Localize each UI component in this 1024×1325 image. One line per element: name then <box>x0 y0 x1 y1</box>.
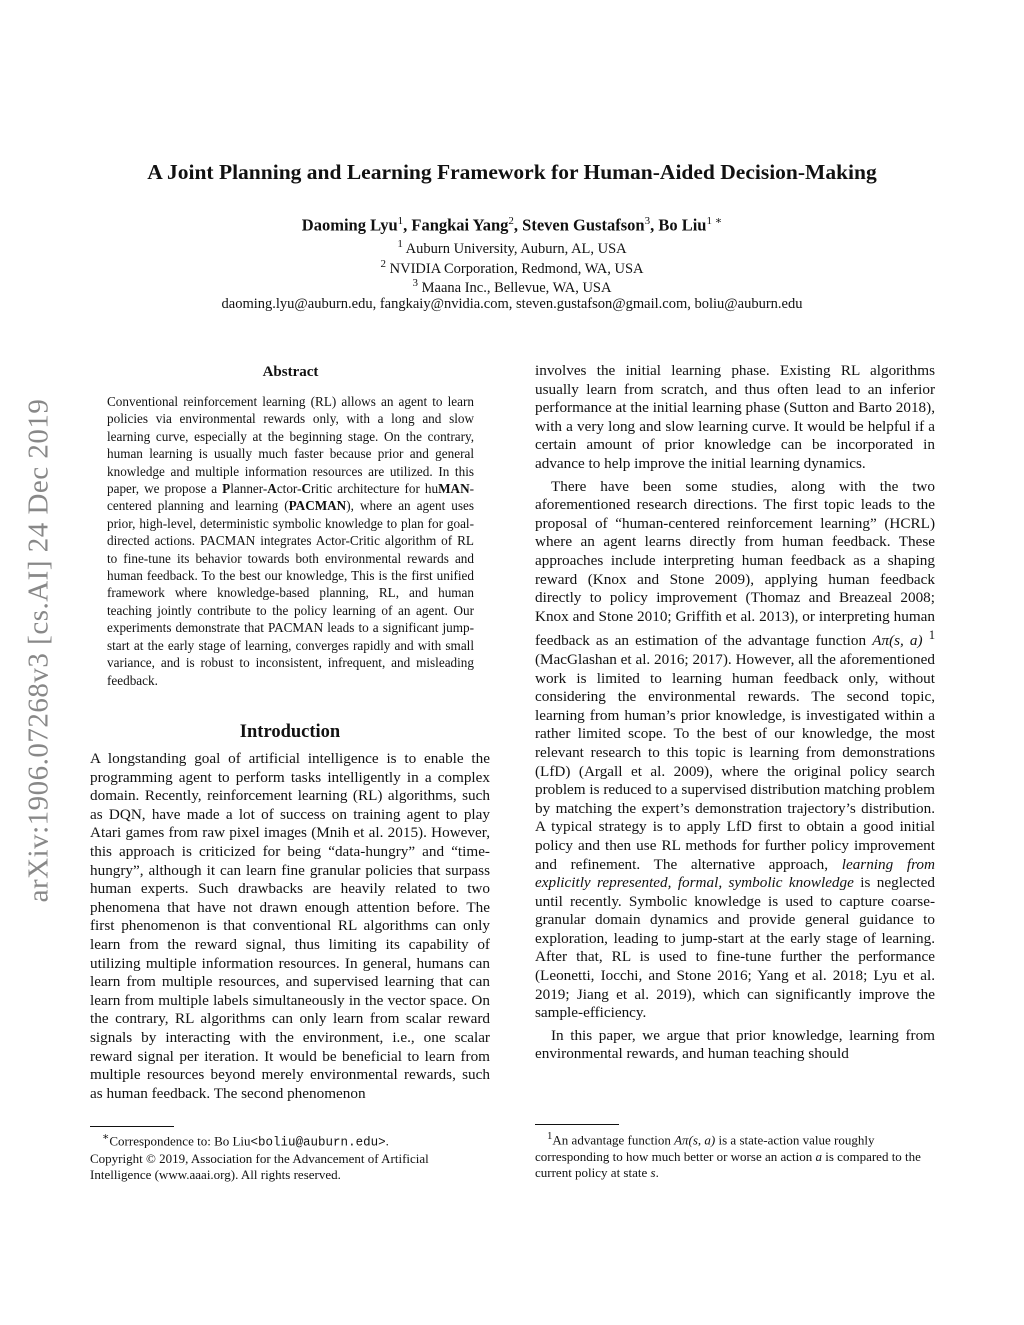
abstract-text: Conventional reinforcement learning (RL) allows an agent to learn policies via environmental rewards only, with a long and slow learning curve, especially at the beginning stage. On the contrary, human learning is usually much faster because prior and general knowledge and multiple information resources are utilized. In this paper, we propose a <box>107 394 474 497</box>
section-heading-introduction: Introduction <box>239 722 341 742</box>
math-expression: a <box>815 1148 823 1164</box>
paragraph-text: is neglected until recently. Symbolic knowledge is used to capture coarse-granular domain dynamics and provide general guidance to exploration, leading to jump-start at the early stage of learning. After that, RL is used to fine-tune further the performance (Leonetti, Iocchi, and Stone 2016; Yang et al. 2018; Lyu et al. 2019; Jiang et al. 2019), which can significantly improve the sample-efficiency. <box>535 874 935 1022</box>
emphasis: learning from explicitly represented, formal, symbolic knowledge <box>535 855 935 892</box>
abstract-text: lanner- <box>230 481 268 497</box>
abstract-text: ), where an agent uses prior, high-level, deterministic symbolic knowledge to plan for goal-directed actions. PACMAN integrates Actor-Critic algorithm of RL to fine-tune its behavior towards both environmental rewards and human feedback. To the best our knowledge, This is the first unified framework where knowledge-based planning, RL, and human teaching jointly contribute to the policy learning of an agent. Our experiments demonstrate that PACMAN leads to a significant jump-start at the early stage of learning, converges rapidly and with small variance, and is robust to inconsistent, infrequent, and misleading feedback. <box>107 498 474 688</box>
author-sup: 1 ∗ <box>706 215 723 227</box>
author-name: Daoming Lyu <box>301 215 398 235</box>
affiliation <box>0 238 1024 258</box>
author-sup: 3 <box>644 215 651 227</box>
math-expression: Aπ(s, a) <box>872 632 923 650</box>
affiliation-sup: 3 <box>412 277 419 289</box>
abstract-bold: P <box>222 481 231 497</box>
abstract-bold: A <box>267 481 277 497</box>
paragraph: In this paper, we argue that prior knowledge, learning from environmental rewards, and human teaching should <box>535 1026 935 1063</box>
abstract-bold: PACMAN <box>288 498 347 514</box>
abstract-body <box>107 393 474 689</box>
author-sup: 1 <box>397 215 404 227</box>
author-sep: , <box>650 215 659 235</box>
affiliation-sup: 1 <box>397 238 403 250</box>
footnote-mark: 1 <box>928 628 936 643</box>
arxiv-stamp-text: arXiv:1906.07268v3 [cs.AI] 24 Dec 2019 <box>22 398 55 902</box>
affiliation-text: NVIDIA Corporation, Redmond, WA, USA <box>389 260 644 277</box>
affiliation-text: Maana Inc., Bellevue, WA, USA <box>421 279 612 296</box>
paragraph <box>535 478 935 1023</box>
footnote-mark: 1 <box>547 1130 553 1142</box>
affiliation <box>0 258 1024 278</box>
paragraph-text: There have been some studies, along with the two aforementioned research directions. The first topic leads to the proposal of “human-centered reinforcement learning” (HCRL) where an agent learns directly from human feedback. These approaches include interpreting human feedback as a shaping reward (Knox and Stone 2009), applying human feedback directly to policy improvement (Thomaz and Breazeal 2008; Knox and Stone 2010; Griffith et al. 2013), or interpreting human feedback as an estimation of the advantage function <box>535 477 935 650</box>
math-expression: Aπ(s, a) <box>674 1132 716 1148</box>
abstract-text: -centered planning and learning ( <box>107 481 474 514</box>
author-name: Fangkai Yang <box>411 215 509 235</box>
footnote-left <box>90 1129 490 1184</box>
affiliation-text: Auburn University, Auburn, AL, USA <box>405 240 627 257</box>
footnote-text: Correspondence to: Bo Liu <box>109 1133 251 1149</box>
abstract-bold: MAN <box>438 481 470 497</box>
paper-title: A Joint Planning and Learning Framework for Human-Aided Decision-Making <box>147 160 877 184</box>
footnote-rule <box>90 1126 174 1127</box>
arxiv-stamp <box>18 360 60 940</box>
paragraph-text: (MacGlashan et al. 2016; 2017). However, all the aforementioned work is limited to learning human feedback only, without considering the environmental rewards. The second topic, learning from human’s prior knowledge, is investigated within a rather limited scope. To the best of our knowledge, the most relevant research to this topic is learning from demonstrations (LfD) (Argall et al. 2009), where the original policy search problem is reduced to a supervised distribution matching problem by matching the expert’s demonstration trajectory’s distribution. A typical strategy is to apply LfD first to obtain a good initial policy and then use RL methods for further policy improvement and refinement. The alternative approach, <box>535 650 935 873</box>
author-name: Bo Liu <box>658 215 707 235</box>
copyright-notice: Copyright © 2019, Association for the Advancement of Artificial Intelligence (www.aaai.org). All rights reserved. <box>90 1150 429 1183</box>
author-name: Steven Gustafson <box>522 215 645 235</box>
author-sep: , <box>403 215 412 235</box>
abstract-text: ctor- <box>276 481 302 497</box>
footnote-text: . <box>385 1133 389 1149</box>
footnote-text: is compared to the current policy at state <box>535 1148 921 1181</box>
author-list <box>0 214 1024 236</box>
intro-column-right <box>535 362 935 1064</box>
footnote-rule <box>535 1124 619 1125</box>
paragraph: A longstanding goal of artificial intelligence is to enable the programming agent to perform tasks intelligently in a complex domain. Recently, reinforcement learning (RL) algorithms, such as DQN, have made a lot of success on training agent to play Atari games from raw pixel images (Mnih et al. 2015). However, this approach is criticized for being “data-hungry” and “time-hungry”, although it can learn fine granular policies that surpass human experts. Such drawbacks are heavily related to two phenomena that have not drawn enough attention before. The first phenomenon is that conventional RL algorithms can only learn from the reward signal, thus limiting its capability of utilizing multiple information resources. In general, humans can learn from multiple resources, and supervised learning that can learn from multiple labels simultaneously in the vector space. On the contrary, RL algorithms can only learn from scalar reward signals by interacting with the environment, i.e., one scalar reward signal per iteration. It would be beneficial to learn from multiple resources beyond merely environmental rewards, such as human feedback. The second phenomenon <box>90 750 490 1102</box>
footnote-text: is a state-action value roughly corresponding to how much better or worse an action <box>535 1132 875 1164</box>
paragraph: involves the initial learning phase. Existing RL algorithms usually learn from scratch, and thus often lead to an inferior performance at the initial learning phase (Sutton and Barto 2018), with a very long and slow learning curve. It would be helpful if a certain amount of prior knowledge can be incorporated in advance to help improve the initial learning dynamics. <box>535 362 935 472</box>
abstract-text: ritic architecture for hu <box>310 481 439 497</box>
author-emails: daoming.lyu@auburn.edu, fangkaiy@nvidia.com, steven.gustafson@gmail.com, boliu@auburn.edu <box>221 296 803 312</box>
affiliation-sup: 2 <box>380 258 386 270</box>
footnote-text: An advantage function <box>552 1132 675 1148</box>
affiliation <box>0 277 1024 297</box>
footnote-text: . <box>655 1165 659 1181</box>
footnote-mark: ∗ <box>102 1131 110 1143</box>
intro-column-left <box>90 750 490 1103</box>
author-sep: , <box>513 215 523 235</box>
abstract-bold: C <box>301 481 311 497</box>
footnote-right <box>535 1128 935 1182</box>
author-sup: 2 <box>508 215 514 227</box>
abstract-heading: Abstract <box>262 364 319 380</box>
correspondence-email: <boliu@auburn.edu> <box>250 1135 386 1150</box>
math-expression: s <box>650 1165 656 1181</box>
